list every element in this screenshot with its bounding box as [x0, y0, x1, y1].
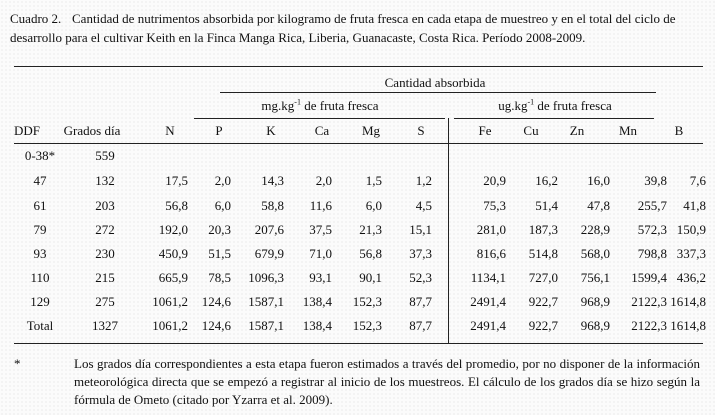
table-cell: 4,5	[415, 198, 432, 213]
table-cell: 11,6	[309, 198, 332, 213]
table-cell: 275	[95, 294, 115, 309]
table-cell: 215	[95, 270, 115, 285]
table-cell: 1134,1	[470, 270, 506, 285]
table-cell: 2491,4	[470, 294, 506, 309]
micro-unit-sup: -1	[527, 97, 535, 107]
row-label: 93	[33, 246, 47, 261]
column-header: Grados día	[63, 123, 121, 138]
row-label: 61	[33, 198, 47, 213]
table-cell: 132	[95, 173, 115, 188]
table-cell: 6,0	[214, 198, 231, 213]
caption-text-line1: Cantidad de nutrimentos absorbida por kilogramo de fruta fresca en cada etapa de muestreo y en el total del ciclo de	[72, 11, 676, 26]
table-cell: 37,3	[409, 246, 432, 261]
group-title: Cantidad absorbida	[384, 75, 486, 90]
column-header: DDF	[13, 123, 40, 138]
table-cell: 58,8	[261, 198, 284, 213]
table-cell: 816,6	[476, 246, 506, 261]
table-cell: 75,3	[483, 198, 506, 213]
micro-unit-suffix: de fruta fresca	[534, 98, 612, 113]
row-label: 129	[30, 294, 50, 309]
table-cell: 152,3	[352, 318, 382, 333]
table-cell: 152,3	[352, 294, 382, 309]
table-cell: 51,5	[208, 246, 231, 261]
table-cell: 2122,3	[631, 294, 667, 309]
table-cell: 20,3	[208, 222, 231, 237]
table-cell: 20,9	[483, 173, 506, 188]
table-cell: 192,0	[158, 222, 188, 237]
table-cell: 90,1	[359, 270, 382, 285]
table-cell: 798,8	[637, 246, 667, 261]
row-label: 47	[33, 173, 47, 188]
table-cell: 1599,4	[631, 270, 667, 285]
table-cell: 727,0	[528, 270, 558, 285]
table-cell: 568,0	[580, 246, 610, 261]
table-cell: 2122,3	[631, 318, 667, 333]
table-cell: 559	[95, 148, 115, 163]
micro-unit-rule	[454, 118, 654, 119]
table-cell: 922,7	[528, 294, 558, 309]
column-header: Cu	[523, 123, 539, 138]
row-label: 79	[33, 222, 47, 237]
table-cell: 1587,1	[248, 294, 284, 309]
row-label: 0-38*	[24, 148, 56, 163]
table-cell: 255,7	[637, 198, 667, 213]
column-header: Mn	[618, 123, 638, 138]
table-cell: 93,1	[309, 270, 332, 285]
table-cell: 187,3	[528, 222, 558, 237]
table-cell: 15,1	[409, 222, 432, 237]
column-header: Mg	[361, 123, 381, 138]
table-cell: 272	[95, 222, 115, 237]
table-cell: 1,5	[365, 173, 382, 188]
macro-unit-suffix: de fruta fresca	[300, 98, 379, 113]
table-cell: 1061,2	[152, 318, 188, 333]
header-bottom-rule	[14, 143, 703, 144]
table-cell: 2,0	[315, 173, 332, 188]
table-cell: 1327	[92, 318, 118, 333]
table-cell: 756,1	[580, 270, 610, 285]
table-cell: 124,6	[201, 294, 231, 309]
table-cell: 78,5	[208, 270, 231, 285]
table-cell: 207,6	[254, 222, 284, 237]
table-cell: 51,4	[535, 198, 558, 213]
macro-unit-prefix: mg.kg	[261, 98, 295, 113]
column-header: Fe	[478, 123, 492, 138]
column-header: Zn	[569, 123, 585, 138]
table-cell: 203	[95, 198, 115, 213]
table-cell: 21,3	[359, 222, 382, 237]
footnote-mark: *	[14, 356, 21, 371]
table-cell: 150,9	[676, 222, 706, 237]
table-cell: 87,7	[409, 294, 432, 309]
table-cell: 71,0	[309, 246, 332, 261]
micro-unit-prefix: ug.kg	[498, 98, 528, 113]
caption-label: Cuadro 2.	[10, 11, 62, 26]
footnote-text: Los grados día correspondientes a esta etapa fueron estimados a través del promedio, por no disponer de la información meteorológica directa que se empezó a registrar al inicio de los muestreos. El cálculo de los grados día se hizo según la fórmula de Ometo (citado por Yzarra et al. 2009).	[74, 356, 700, 407]
column-header: K	[266, 123, 276, 138]
table-cell: 37,5	[309, 222, 332, 237]
table-cell: 2,0	[214, 173, 231, 188]
table-cell: 1,2	[415, 173, 432, 188]
table-cell: 1096,3	[248, 270, 284, 285]
table-cell: 1614,8	[670, 294, 706, 309]
table-cell: 665,9	[158, 270, 188, 285]
row-label: Total	[26, 318, 54, 333]
column-header: P	[215, 123, 223, 138]
table-cell: 16,2	[535, 173, 558, 188]
table-cell: 87,7	[409, 318, 432, 333]
column-header: B	[674, 123, 684, 138]
table-cell: 230	[95, 246, 115, 261]
table-cell: 52,3	[409, 270, 432, 285]
table-cell: 228,9	[580, 222, 610, 237]
table-cell: 337,3	[676, 246, 706, 261]
table-cell: 138,4	[302, 318, 332, 333]
group-rule	[220, 92, 656, 93]
table-cell: 1587,1	[248, 318, 284, 333]
table-cell: 124,6	[201, 318, 231, 333]
table-cell: 2491,4	[470, 318, 506, 333]
macro-unit-header	[190, 98, 450, 114]
caption-text-line2: desarrollo para el cultivar Keith en la Finca Manga Rica, Liberia, Guanacaste, Costa Rica. Período 2008-2009.	[10, 30, 586, 45]
column-header: S	[417, 123, 425, 138]
table-cell: 436,2	[676, 270, 706, 285]
macro-unit-sup: -1	[294, 97, 301, 107]
table-cell: 138,4	[302, 294, 332, 309]
table-cell: 450,9	[158, 246, 188, 261]
micro-unit-header	[455, 98, 655, 114]
table-cell: 281,0	[476, 222, 506, 237]
macro-unit-rule	[194, 118, 445, 119]
table-bottom-rule	[14, 343, 703, 344]
table-cell: 922,7	[528, 318, 558, 333]
table-cell: 56,8	[165, 198, 188, 213]
table-cell: 514,8	[528, 246, 558, 261]
table-top-rule	[14, 66, 703, 67]
table-cell: 17,5	[165, 173, 188, 188]
row-label: 110	[30, 270, 50, 285]
table-cell: 6,0	[365, 198, 382, 213]
table-cell: 39,8	[644, 173, 667, 188]
table-cell: 1614,8	[670, 318, 706, 333]
table-cell: 41,8	[683, 198, 706, 213]
table-cell: 47,8	[587, 198, 610, 213]
table-cell: 14,3	[261, 173, 284, 188]
column-header: N	[165, 123, 175, 138]
table-cell: 1061,2	[152, 294, 188, 309]
table-cell: 968,9	[580, 294, 610, 309]
table-cell: 968,9	[580, 318, 610, 333]
table-cell: 16,0	[587, 173, 610, 188]
column-header: Ca	[314, 123, 330, 138]
table-cell: 679,9	[254, 246, 284, 261]
table-cell: 56,8	[359, 246, 382, 261]
table-cell: 7,6	[689, 173, 706, 188]
table-caption	[10, 9, 705, 47]
table-cell: 572,3	[637, 222, 667, 237]
